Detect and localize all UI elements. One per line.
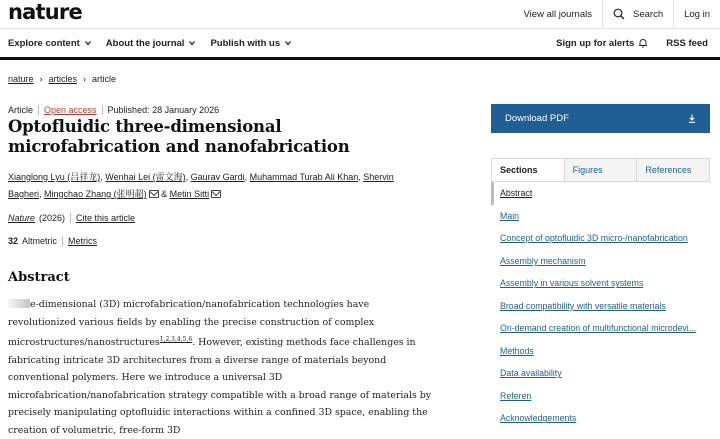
- about-journal-label: About the journal: [105, 37, 185, 49]
- author-link[interactable]: Wenhai Lei (雷文海): [105, 172, 186, 182]
- divider: [102, 105, 103, 115]
- mail-icon[interactable]: [211, 190, 221, 198]
- divider: [62, 236, 63, 246]
- sections-list: [491, 182, 710, 430]
- article-type: Article: [8, 105, 34, 115]
- abstract-part-2: . However, existing methods face challenges in fabricating intricate 3D architectures from a diverse range of materials beyond conventional polymers. Here we introduce a universal 3D microfabrication/nanofabrication strategy compatible with a broad range of materials by precisely manipulating optofluidic interactions within a confined 3D space, enabling the creation of volumetric, free-form 3D: [8, 337, 432, 436]
- section-label: On-demand creation of multifunctional microdevi...: [500, 323, 697, 334]
- breadcrumb-articles[interactable]: articles: [48, 74, 78, 84]
- section-link-acknowledgements[interactable]: [491, 407, 710, 430]
- about-journal-menu[interactable]: [106, 38, 197, 49]
- metrics-row: [8, 236, 97, 246]
- tab-figures[interactable]: Figures: [564, 159, 637, 181]
- reference-links[interactable]: 1,2,3,4,5,6: [159, 336, 193, 343]
- author-list: Xianglong Lyu (吕祥龙), Wenhai Lei (雷文海), Gaurav Gardi, Muhammad Turab Ali Khan, Shervin Bagheri, Mingchao Zhang (张明超) & Metin Sitti: [8, 172, 394, 199]
- article-year: (2026): [39, 213, 66, 223]
- article-meta: [8, 105, 219, 115]
- chevron-down-icon: [188, 39, 196, 47]
- chevron-right-icon: ›: [83, 74, 87, 84]
- section-link-methods[interactable]: [491, 340, 710, 363]
- nature-logo[interactable]: nature: [8, 0, 82, 24]
- section-label: Data availability: [500, 368, 562, 379]
- abstract-part-1: e-dimensional (3D) microfabrication/nanofabrication technologies have revolutionized various fields by enabling the precise construction of complex microstructures/nanostructures: [8, 299, 375, 349]
- author-link[interactable]: Metin Sitti: [169, 189, 210, 199]
- article-title: Optofluidic three-dimensional microfabrication and nanofabrication: [8, 117, 350, 156]
- blurred-overlay: [535, 392, 600, 410]
- section-link-solvent-systems[interactable]: [491, 272, 710, 295]
- section-link-main[interactable]: [491, 205, 710, 228]
- section-link-concept[interactable]: [491, 227, 710, 250]
- mail-icon[interactable]: [149, 190, 159, 198]
- sign-up-alerts-label: Sign up for alerts: [556, 37, 635, 49]
- sign-up-alerts-link[interactable]: [556, 38, 648, 49]
- published-date: Published: 28 January 2026: [107, 105, 220, 115]
- section-label: Assembly in various solvent systems: [500, 278, 644, 289]
- bell-icon: [638, 38, 648, 48]
- download-icon: [688, 114, 696, 123]
- author-link[interactable]: Muhammad Turab Ali Khan: [249, 172, 359, 182]
- section-label: Assembly mechanism: [500, 255, 586, 266]
- journal-link[interactable]: Nature: [8, 213, 36, 223]
- section-link-on-demand[interactable]: [491, 317, 710, 340]
- journal-row: [8, 213, 135, 223]
- author-ampersand: &: [161, 189, 168, 199]
- search-button[interactable]: [602, 0, 673, 28]
- section-label: Broad compatibility with versatile materials: [500, 300, 666, 311]
- open-access-link[interactable]: Open access: [44, 105, 97, 115]
- author-link[interactable]: Gaurav Gardi: [190, 172, 245, 182]
- download-pdf-button[interactable]: [491, 104, 710, 133]
- section-label: Methods: [500, 345, 534, 356]
- altmetric-label: Altmetric: [22, 236, 58, 246]
- section-label: Referen: [500, 390, 532, 401]
- metrics-link[interactable]: Metrics: [68, 236, 98, 246]
- tab-sections[interactable]: Sections: [492, 159, 564, 181]
- sidebar-tabs: [491, 158, 710, 182]
- section-link-references[interactable]: [491, 385, 710, 408]
- download-pdf-label: Download PDF: [505, 113, 569, 124]
- author-link[interactable]: Xianglong Lyu (吕祥龙): [8, 172, 101, 182]
- section-label: Main: [500, 210, 520, 221]
- section-link-data-availability[interactable]: [491, 362, 710, 385]
- breadcrumb-article: article: [92, 74, 117, 84]
- top-header: [0, 0, 720, 29]
- publish-with-us-label: Publish with us: [210, 37, 281, 49]
- cite-article-link[interactable]: Cite this article: [76, 213, 136, 223]
- section-label: Acknowledgements: [500, 413, 577, 424]
- section-link-compatibility[interactable]: [491, 295, 710, 318]
- view-all-journals-link[interactable]: View all journals: [523, 8, 592, 20]
- abstract-heading: Abstract: [8, 270, 70, 285]
- search-label: Search: [633, 8, 664, 20]
- section-label: Concept of optofluidic 3D micro-/nanofabrication: [500, 233, 688, 244]
- search-icon: [613, 8, 625, 20]
- blurred-text: [8, 299, 30, 308]
- tab-references[interactable]: References: [636, 159, 709, 181]
- altmetric-score: 32: [8, 236, 19, 246]
- section-label: Abstract: [500, 188, 533, 199]
- section-link-assembly-mechanism[interactable]: [491, 250, 710, 273]
- secondary-nav: [0, 29, 720, 60]
- login-link[interactable]: Log in: [673, 0, 720, 28]
- chevron-down-icon: [84, 39, 92, 47]
- publish-with-us-menu[interactable]: [210, 38, 292, 49]
- explore-content-label: Explore content: [8, 37, 80, 49]
- abstract-text: [8, 296, 433, 439]
- divider: [38, 105, 39, 115]
- author-link[interactable]: Shervin Bagheri: [8, 172, 394, 199]
- breadcrumb: [8, 74, 116, 84]
- author-link[interactable]: Mingchao Zhang (张明超): [44, 189, 147, 199]
- top-links: [514, 0, 720, 28]
- chevron-right-icon: ›: [39, 74, 43, 84]
- chevron-down-icon: [284, 39, 292, 47]
- section-link-abstract[interactable]: [491, 182, 710, 205]
- rss-feed-link[interactable]: RSS feed: [666, 37, 708, 49]
- explore-content-menu[interactable]: [8, 38, 92, 49]
- breadcrumb-nature[interactable]: nature: [8, 74, 34, 84]
- divider: [70, 213, 71, 223]
